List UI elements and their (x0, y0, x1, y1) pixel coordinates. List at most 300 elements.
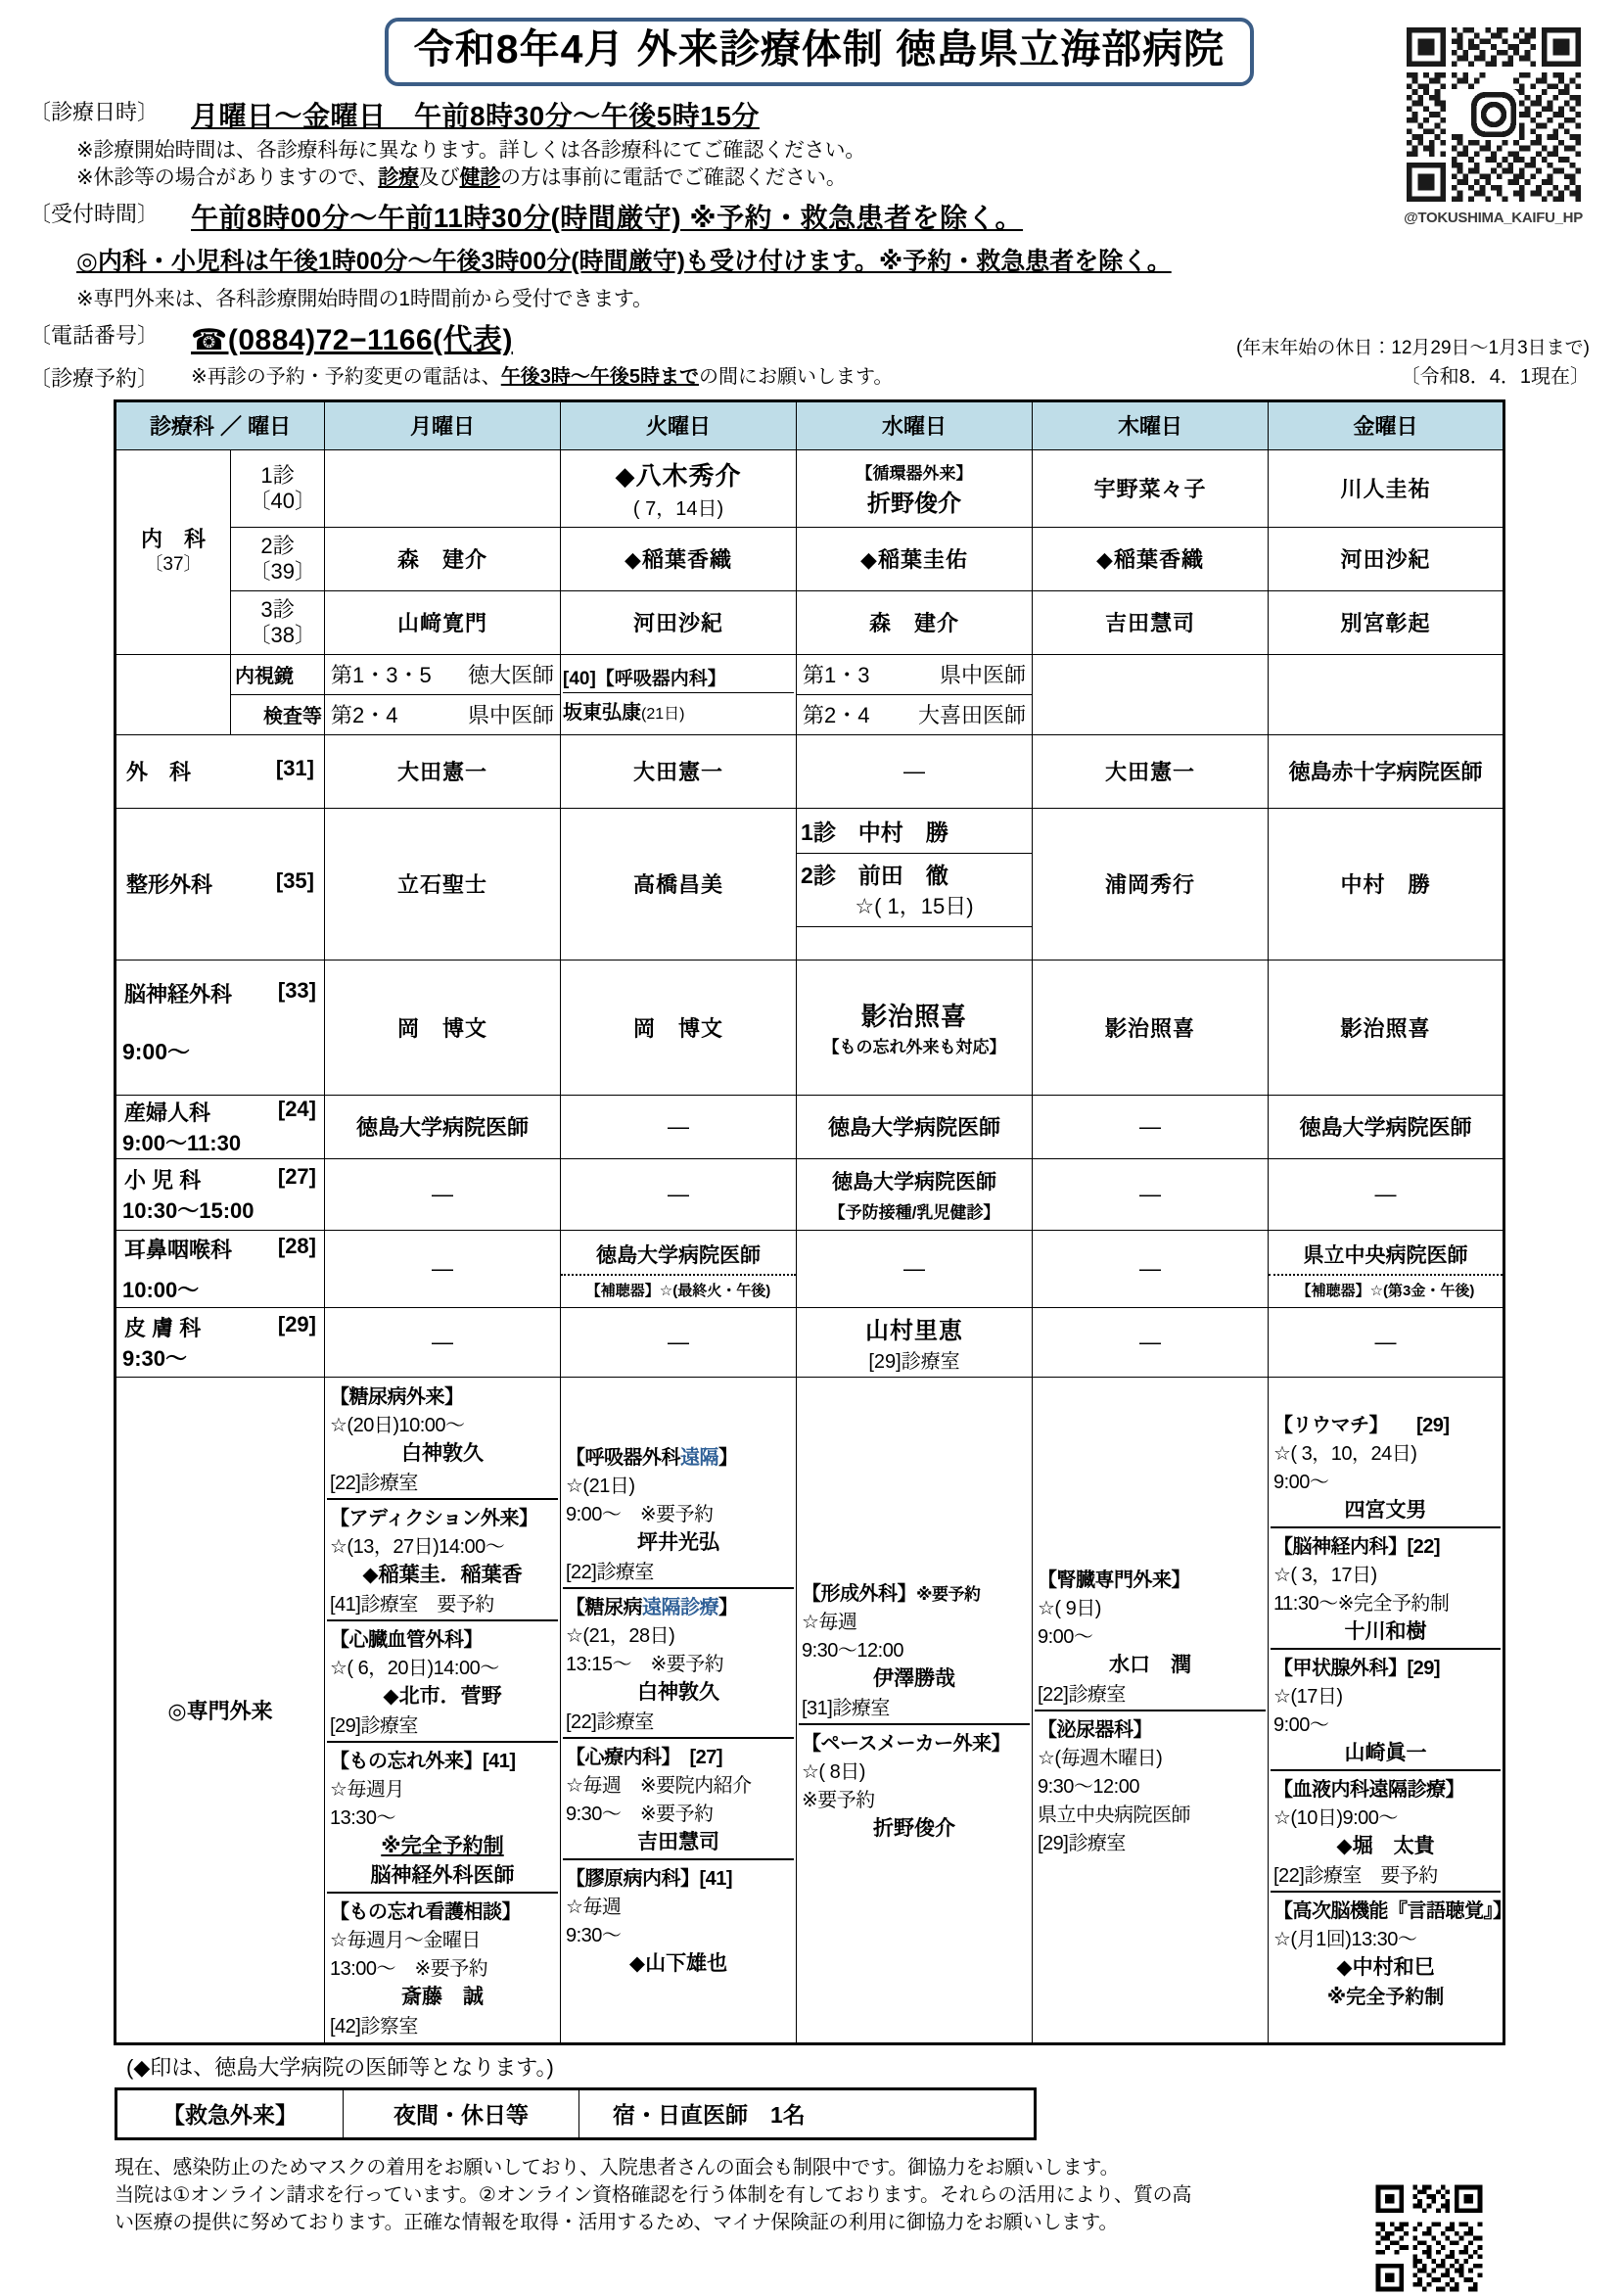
page-title: 令和8年4月 外来診療体制 徳島県立海部病院 (385, 18, 1254, 86)
col-header-thursday: 木曜日 (1033, 400, 1269, 449)
sanfujinka-thu: — (1033, 1095, 1269, 1158)
instagram-logo-icon (1468, 89, 1519, 140)
sanfujinka-tue: — (561, 1095, 797, 1158)
hours-value: 月曜日〜金曜日 午前8時30分〜午後5時15分 (191, 100, 760, 131)
dept-hifuka-num: [29] (277, 1311, 316, 1336)
specialty-entry-doctor: 十川和樹 (1344, 1620, 1427, 1644)
telemedicine-tag: 遠隔診療 (642, 1597, 718, 1619)
seikei-wed-line2: 2診 前田 徹 (801, 862, 948, 888)
specialty-entry-friday-1 (1271, 1528, 1501, 1650)
specialty-entry-line-2: 県立中央病院医師 (1038, 1804, 1190, 1826)
specialty-entry-title: 【甲状腺外科】[29] (1273, 1658, 1441, 1680)
geka-wed: — (797, 734, 1033, 808)
emergency-time: 夜間・休日等 (344, 2088, 579, 2138)
specialty-entry-line-1: 13:15〜 ※要予約 (566, 1654, 724, 1676)
col-header-friday: 金曜日 (1269, 400, 1504, 449)
jibi-fri (1269, 1230, 1504, 1307)
header-info (29, 98, 1590, 394)
naika-3-fri: 別宮彰起 (1269, 590, 1504, 654)
hours-note-1: ※診療開始時間は、各診療科毎に異なります。詳しくは各診療科にてご確認ください。 (76, 139, 866, 163)
specialty-label: ◎専門外来 (115, 1377, 324, 2043)
jibi-tue-tag: 【補聴器】☆(最終火・午後) (585, 1282, 771, 1299)
specialty-entry-thursday-0 (1035, 1562, 1266, 1711)
dept-naika (115, 449, 230, 654)
specialty-entry-line-0: ☆( 8日) (802, 1760, 865, 1783)
dept-jibi-time: 10:00〜 (121, 1277, 200, 1302)
endoscopy-tue-2-sub: (21日) (641, 706, 685, 724)
booking-row (29, 364, 1590, 393)
reception-label: 〔受付時間〕 (29, 201, 160, 226)
naika-2-wed: ◆稲葉圭佑 (797, 527, 1033, 590)
reception-row (29, 200, 1590, 236)
specialty-entry-doctor: 水口 潤 (1109, 1653, 1191, 1676)
dept-shonika-name: 小 児 科 (123, 1167, 202, 1193)
reception-value-2: ◎内科・小児科は午後1時00分〜午後3時00分(時間厳守)も受け付けます。※予約・救急患者を除く。 (76, 248, 1172, 276)
col-header-dept: 診療科 ／ 曜日 (115, 400, 324, 449)
endoscopy-label-1: 内視鏡 (230, 654, 324, 694)
specialty-entry-room: [22]診療室 (566, 1562, 654, 1584)
specialty-entry-room: [22]診療室 要予約 (1273, 1865, 1438, 1888)
specialty-entry-wednesday-0 (799, 1575, 1030, 1725)
hours-row (29, 98, 1590, 134)
seikei-tue: 高橋昌美 (561, 808, 797, 960)
endoscopy-tue-1: [40]【呼吸器内科】 (563, 664, 794, 693)
naika-1-sub-label: 1診 (260, 463, 295, 489)
seikei-wed (797, 808, 1033, 960)
table-row-jibi (115, 1230, 1503, 1307)
endoscopy-blank (115, 654, 230, 734)
specialty-entry-doctor: ◆堀 太貴 (1336, 1835, 1435, 1858)
specialty-entry-doctor: 吉田慧司 (637, 1831, 719, 1854)
booking-a: ※再診の予約・予約変更の電話は、 (191, 366, 501, 389)
table-row-shonika (115, 1158, 1503, 1230)
dept-sanfujinka-name: 産婦人科 (123, 1100, 210, 1125)
endoscopy-mon-1-b: 徳大医師 (467, 663, 554, 688)
naika-2-sub-num: 〔39〕 (249, 558, 316, 584)
specialty-entry-doctor: 白神敦久 (637, 1681, 719, 1705)
dept-hifuka (115, 1307, 324, 1377)
col-header-tuesday: 火曜日 (561, 400, 797, 449)
specialty-entry-tuesday-2 (563, 1739, 794, 1860)
dept-hifuka-name: 皮 膚 科 (123, 1315, 202, 1340)
specialty-entry-title: 【呼吸器外科遠隔】 (566, 1447, 738, 1470)
specialty-entry-room: [22]診療室 (330, 1472, 418, 1494)
title-container (29, 18, 1590, 86)
tel-row (29, 321, 1590, 360)
footer-note-line-2: 当院は①オンライン請求を行っています。②オンライン資格確認を行う体制を有しております。それらの活用により、質の高 (115, 2183, 1192, 2206)
hours-label: 〔診療日時〕 (29, 99, 160, 124)
table-header-row (115, 400, 1503, 449)
dept-noshinkei (115, 960, 324, 1095)
specialty-entry-line-1: 9:30〜12:00 (1038, 1775, 1139, 1798)
specialty-entry-doctor: 白神敦久 (401, 1441, 484, 1465)
naika-1-fri: 川人圭祐 (1269, 449, 1504, 527)
table-row-seikei (115, 808, 1503, 960)
specialty-entry-line-1: 13:30〜 (330, 1806, 396, 1829)
specialty-entry-line-1: 9:30〜 (566, 1925, 622, 1947)
dept-noshinkei-num: [33] (277, 977, 316, 1003)
specialty-entry-doctor: 山崎眞一 (1344, 1742, 1427, 1765)
specialty-entry-tuesday-0 (563, 1439, 794, 1589)
specialty-entry-line-1: ※要予約 (802, 1789, 875, 1811)
naika-2-mon: 森 建介 (325, 527, 561, 590)
specialty-entry-reservation-note-2: ※完全予約制 (1326, 1987, 1445, 2009)
booking-c: の間にお願いします。 (699, 366, 894, 389)
noshinkei-wed-tag: 【もの忘れ外来も対応】 (822, 1038, 1006, 1057)
specialty-entry-line-1: 9:30〜 ※要予約 (566, 1804, 714, 1826)
outpatient-schedule-table (114, 399, 1512, 2045)
seikei-thu: 浦岡秀行 (1033, 808, 1269, 960)
noshinkei-thu: 影治照喜 (1033, 960, 1269, 1095)
tel-value: ☎(0884)72−1166(代表) (191, 324, 514, 357)
specialty-entry-line-0: ☆(10日)9:00〜 (1273, 1807, 1398, 1830)
jibi-wed: — (797, 1230, 1033, 1307)
naika-3-wed: 森 建介 (797, 590, 1033, 654)
tel-label: 〔電話番号〕 (29, 323, 160, 349)
dept-jibi (115, 1230, 324, 1307)
dept-seikei-name: 整形外科 (125, 872, 212, 898)
specialty-entry-line-0: ☆(17日) (1273, 1686, 1343, 1709)
dept-shonika (115, 1158, 324, 1230)
naika-2-sub (230, 527, 324, 590)
endoscopy-thu (1033, 654, 1269, 734)
specialty-entry-line-0: ☆(20日)10:00〜 (330, 1414, 465, 1436)
note2-shinryo: 診療 (378, 166, 419, 190)
dept-hifuka-time: 9:30〜 (121, 1345, 188, 1371)
seikei-mon: 立石聖士 (325, 808, 561, 960)
endoscopy-wed-2-a: 第2・4 (803, 703, 870, 728)
document-footer (115, 2051, 1504, 2237)
sanfujinka-mon: 徳島大学病院医師 (325, 1095, 561, 1158)
hifuka-fri: — (1269, 1307, 1504, 1377)
table-row-sanfujinka (115, 1095, 1503, 1158)
noshinkei-mon: 岡 博文 (325, 960, 561, 1095)
specialty-entry-title: 【ペースメーカー外来】 (802, 1732, 1011, 1755)
specialty-thursday-cell (1033, 1377, 1269, 2043)
dept-noshinkei-time: 9:00〜 (121, 1038, 191, 1064)
specialty-entry-line-1: 11:30〜※完全予約制 (1273, 1593, 1450, 1616)
emergency-label: 【救急外来】 (116, 2088, 344, 2138)
endoscopy-fri (1269, 654, 1504, 734)
note2-e: の方は事前に電話でご確認ください。 (500, 166, 847, 190)
specialty-entry-room: [22]診療室 (566, 1711, 654, 1734)
endoscopy-mon-2-b: 県中医師 (467, 703, 554, 728)
specialty-entry-doctor: 伊澤勝哉 (873, 1666, 955, 1690)
specialty-entry-doctor: ◆北市．菅野 (383, 1684, 502, 1708)
table-row-naika-1 (115, 449, 1503, 527)
hours-note-2 (76, 164, 1590, 192)
specialty-entry-doctor: 四宮文男 (1344, 1499, 1427, 1523)
dept-sanfujinka (115, 1095, 324, 1158)
endoscopy-wed-1-a: 第1・3 (803, 663, 870, 688)
specialty-entry-room: [22]診療室 (1038, 1683, 1126, 1706)
specialty-entry-line-0: ☆( 3，17日) (1273, 1565, 1377, 1587)
dept-geka (115, 734, 324, 808)
diamond-legend: (◆印は、徳島大学病院の医師等となります。) (126, 2054, 554, 2080)
geka-mon: 大田憲一 (325, 734, 561, 808)
specialty-entry-room: [29]診療室 (330, 1714, 418, 1737)
specialty-entry-title: 【心療内科】 [27] (566, 1747, 723, 1769)
naika-2-sub-label: 2診 (260, 534, 295, 559)
naika-1-wed-tag: 【循環器外来】 (856, 463, 973, 483)
jibi-fri-name: 県立中央病院医師 (1269, 1236, 1503, 1276)
naika-1-tue-name: ◆八木秀介 (615, 460, 742, 491)
hifuka-wed-name: 山村里恵 (865, 1317, 963, 1344)
booking-note (191, 364, 893, 391)
dept-naika-name: 内 科 (140, 526, 206, 551)
footer-notes (115, 2154, 1240, 2237)
specialty-entry-room: [42]診察室 (330, 2015, 418, 2038)
geka-thu: 大田憲一 (1033, 734, 1269, 808)
noshinkei-fri: 影治照喜 (1269, 960, 1504, 1095)
table-row-naika-3 (115, 590, 1503, 654)
dept-sanfujinka-num: [24] (277, 1096, 316, 1121)
specialty-entry-title: 【腎臓専門外来】 (1038, 1569, 1190, 1591)
endoscopy-mon-1 (325, 654, 561, 694)
table-row-naika-2 (115, 527, 1503, 590)
naika-3-mon: 山﨑寛門 (325, 590, 561, 654)
shonika-wed-tag: 【予防接種/乳児健診】 (828, 1202, 1000, 1222)
sanfujinka-fri: 徳島大学病院医師 (1269, 1095, 1504, 1158)
seikei-wed-line1: 1診 中村 勝 (797, 809, 1032, 854)
noshinkei-tue: 岡 博文 (561, 960, 797, 1095)
specialty-entry-tuesday-1 (563, 1589, 794, 1739)
seikei-wed-line3: ☆( 1，15日) (855, 893, 974, 918)
endoscopy-wed-1 (797, 654, 1033, 694)
reception-value-2-wrap (76, 246, 1590, 278)
specialty-entry-friday-3 (1271, 1771, 1501, 1893)
hifuka-wed-room: [29]診療室 (868, 1350, 960, 1373)
specialty-entry-line-0: ☆毎週 (566, 1897, 622, 1919)
specialty-entry-tuesday-3 (563, 1860, 794, 1980)
reception-value: 午前8時00分〜午前11時30分(時間厳守) ※予約・救急患者を除く。 (191, 202, 1024, 233)
specialty-entry-doctor: ◆稲葉圭．稲葉香 (362, 1563, 523, 1586)
specialty-entry-line-1: 9:00〜 (1038, 1625, 1093, 1648)
shonika-wed-name: 徳島大学病院医師 (832, 1170, 996, 1194)
table-row-geka (115, 734, 1503, 808)
specialty-friday-cell (1269, 1377, 1512, 2043)
specialty-entry-title: 【血液内科遠隔診療】 (1273, 1779, 1464, 1802)
specialty-entry-line-0: ☆( 6，20日)14:00〜 (330, 1657, 499, 1679)
specialty-entry-room: [41]診療室 要予約 (330, 1593, 494, 1616)
instagram-qr-block (1393, 22, 1594, 226)
specialty-entry-line-0: ☆(21，28日) (566, 1625, 675, 1648)
note2-kenshin: 健診 (459, 166, 501, 190)
geka-tue: 大田憲一 (561, 734, 797, 808)
instagram-qr-code (1401, 22, 1587, 208)
table-row-specialty (115, 1377, 1503, 2043)
specialty-entry-monday-1 (327, 1500, 558, 1621)
jibi-fri-tag: 【補聴器】☆(第3金・午後) (1296, 1282, 1475, 1299)
footer-note-line-1: 現在、感染防止のためマスクの着用をお願いしており、入院患者さんの面会も制限中です。御協力をお願いします。 (115, 2156, 1120, 2179)
endoscopy-mon-2 (325, 694, 561, 734)
dept-geka-num: [31] (275, 756, 314, 781)
dept-seikei-num: [35] (275, 868, 314, 894)
hifuka-wed (797, 1307, 1033, 1377)
specialty-entry-title: 【アディクション外来】 (330, 1507, 538, 1529)
endoscopy-wed-2-b: 大喜田医師 (917, 703, 1026, 728)
specialty-entry-title: 【もの忘れ外来】[41] (330, 1750, 516, 1772)
endoscopy-label-2: 検査等 (230, 694, 324, 734)
specialty-entry-reservation-note: ※完全予約制 (381, 1834, 504, 1857)
qr-caption: @TOKUSHIMA_KAIFU_HP (1404, 210, 1583, 226)
dept-geka-name: 外 科 (125, 760, 191, 785)
specialty-entry-line-1: 9:00〜 (1273, 1472, 1329, 1494)
endoscopy-mon-2-a: 第2・4 (331, 703, 398, 728)
shonika-fri: — (1269, 1158, 1504, 1230)
specialty-entry-line-1: 9:00〜 (1273, 1714, 1329, 1737)
naika-1-sub-num: 〔40〕 (249, 488, 316, 513)
specialty-entry-title: 【形成外科】※要予約 (802, 1582, 981, 1605)
jibi-tue (561, 1230, 797, 1307)
reception-note: ※専門外来は、各科診療開始時間の1時間前から受付できます。 (76, 288, 653, 311)
dept-sanfujinka-time: 9:00〜11:30 (121, 1130, 242, 1155)
hifuka-tue: — (561, 1307, 797, 1377)
footer-note-line-3: い医療の提供に努めております。正確な情報を取得・活用するため、マイナ保険証の利用に御協力をお願いします。 (115, 2212, 1119, 2234)
dept-naika-num: 〔37〕 (144, 554, 203, 576)
naika-2-fri: 河田沙紀 (1269, 527, 1504, 590)
naika-1-tue-sub: ( 7，14日) (632, 497, 724, 520)
naika-1-tue (561, 449, 797, 527)
specialty-entry-title: 【もの忘れ看護相談】 (330, 1900, 521, 1923)
specialty-entry-title: 【糖尿病外来】 (330, 1385, 464, 1408)
sanfujinka-wed: 徳島大学病院医師 (797, 1095, 1033, 1158)
specialty-entry-line-0: ☆(13，27日)14:00〜 (330, 1535, 505, 1558)
specialty-entry-title: 【リウマチ】 [29] (1273, 1415, 1450, 1437)
endoscopy-tue (561, 654, 797, 734)
specialty-entry-room: [31]診療室 (802, 1697, 890, 1719)
specialty-entry-title: 【膠原病内科】[41] (566, 1868, 733, 1891)
jibi-mon: — (325, 1230, 561, 1307)
dept-jibi-num: [28] (277, 1233, 316, 1258)
naika-1-wed-name: 折野俊介 (867, 490, 961, 517)
document-header (0, 0, 1619, 394)
shonika-tue: — (561, 1158, 797, 1230)
noshinkei-wed (797, 960, 1033, 1095)
endoscopy-tue-2-name: 坂東弘康 (563, 702, 641, 725)
specialty-monday-cell (325, 1377, 561, 2043)
specialty-entry-title: 【泌尿器科】 (1038, 1718, 1152, 1741)
emergency-row (116, 2088, 1036, 2138)
specialty-entry-doctor: ◆中村和巳 (1336, 1956, 1435, 1980)
specialty-entry-line-0: ☆毎週 (802, 1611, 857, 1633)
endoscopy-mon-1-a: 第1・3・5 (331, 663, 432, 688)
table-row-noshinkei (115, 960, 1503, 1095)
as-of-date: 〔令和8．4．1現在〕 (1400, 366, 1590, 389)
dept-shonika-num: [27] (277, 1163, 316, 1189)
naika-1-mon (325, 449, 561, 527)
booking-b: 午後3時〜午後5時まで (500, 366, 700, 389)
naika-1-wed (797, 449, 1033, 527)
naika-1-sub (230, 449, 324, 527)
naika-3-sub-num: 〔38〕 (249, 622, 316, 647)
naika-2-tue: ◆稲葉香織 (561, 527, 797, 590)
specialty-entry-thursday-1 (1035, 1711, 1266, 1858)
seikei-fri: 中村 勝 (1269, 808, 1504, 960)
naika-1-thu: 宇野菜々子 (1033, 449, 1269, 527)
geka-fri: 徳島赤十字病院医師 (1269, 734, 1504, 808)
specialty-entry-line-1: 9:00〜 ※要予約 (566, 1504, 714, 1526)
dept-shonika-time: 10:30〜15:00 (121, 1197, 254, 1223)
specialty-entry-line-0: ☆(21日) (566, 1476, 635, 1498)
naika-3-sub (230, 590, 324, 654)
specialty-entry-doctor: 斎藤 誠 (401, 1985, 484, 2008)
jibi-tue-name: 徳島大学病院医師 (561, 1236, 796, 1276)
dept-noshinkei-name: 脳神経外科 (123, 981, 232, 1007)
specialty-entry-line-0: ☆( 9日) (1038, 1597, 1101, 1619)
note2-c: 及び (418, 166, 460, 190)
specialty-tuesday-cell (561, 1377, 797, 2043)
specialty-entry-title: 【脳神経内科】[22] (1273, 1536, 1441, 1559)
specialty-entry-room: [29]診療室 (1038, 1832, 1126, 1854)
col-header-wednesday: 水曜日 (797, 400, 1033, 449)
specialty-wednesday-cell (797, 1377, 1033, 2043)
specialty-entry-monday-4 (327, 1894, 558, 2041)
specialty-entry-line-0: ☆毎週 ※要院内紹介 (566, 1775, 752, 1798)
specialty-entry-line-0: ☆(月1回)13:30〜 (1273, 1929, 1417, 1951)
newyear-holiday-note: (年末年始の休日：12月29日〜1月3日まで) (1235, 338, 1590, 359)
specialty-entry-line-1: 9:30〜12:00 (802, 1639, 903, 1662)
naika-3-thu: 吉田慧司 (1033, 590, 1269, 654)
specialty-entry-friday-4 (1271, 1893, 1512, 2012)
table-row-endoscopy-1 (115, 654, 1503, 694)
booking-label: 〔診療予約〕 (29, 366, 160, 392)
specialty-entry-title: 【高次脳機能『言語聴覚』】 (1273, 1900, 1512, 1923)
hifuka-mon: — (325, 1307, 561, 1377)
emergency-staff: 宿・日直医師 1名 (579, 2088, 1036, 2138)
specialty-entry-title: 【心臓血管外科】 (330, 1628, 483, 1651)
specialty-entry-doctor: 坪井光弘 (637, 1531, 719, 1555)
dept-seikei (115, 808, 324, 960)
endoscopy-wed-2 (797, 694, 1033, 734)
naika-3-tue: 河田沙紀 (561, 590, 797, 654)
specialty-entry-friday-0 (1271, 1407, 1501, 1528)
endoscopy-tue-2 (563, 693, 794, 725)
emergency-table (115, 2087, 1037, 2140)
specialty-entry-monday-2 (327, 1621, 558, 1743)
footer-qr-code (1371, 2180, 1487, 2296)
specialty-entry-line-0: ☆毎週月〜金曜日 (330, 1929, 481, 1951)
dept-jibi-name: 耳鼻咽喉科 (123, 1237, 232, 1262)
noshinkei-wed-name: 影治照喜 (860, 1002, 967, 1032)
specialty-entry-title: 【糖尿病遠隔診療】 (566, 1597, 738, 1619)
specialty-entry-line-0: ☆毎週月 (330, 1778, 404, 1801)
table-row-hifuka (115, 1307, 1503, 1377)
col-header-monday: 月曜日 (325, 400, 561, 449)
requires-reservation-note: ※要予約 (916, 1584, 981, 1604)
naika-2-thu: ◆稲葉香織 (1033, 527, 1269, 590)
specialty-entry-doctor: 脳神経外科医師 (370, 1863, 515, 1887)
specialty-entry-monday-3 (327, 1743, 558, 1894)
endoscopy-wed-1-b: 県中医師 (939, 663, 1026, 688)
telemedicine-tag: 遠隔 (680, 1447, 718, 1470)
specialty-entry-line-0: ☆( 3，10，24日) (1273, 1443, 1417, 1466)
specialty-entry-monday-0 (327, 1379, 558, 1500)
specialty-entry-friday-2 (1271, 1650, 1501, 1771)
naika-3-sub-label: 3診 (260, 597, 295, 623)
hifuka-thu: — (1033, 1307, 1269, 1377)
specialty-entry-wednesday-1 (799, 1725, 1030, 1845)
specialty-entry-doctor: 折野俊介 (873, 1816, 955, 1840)
specialty-entry-doctor: ◆山下雄也 (628, 1952, 728, 1976)
note2-a: ※休診等の場合がありますので、 (76, 166, 379, 190)
specialty-entry-line-1: 13:00〜 ※要予約 (330, 1957, 488, 1980)
specialty-entry-line-0: ☆(毎週木曜日) (1038, 1747, 1163, 1769)
jibi-thu: — (1033, 1230, 1269, 1307)
shonika-wed (797, 1158, 1033, 1230)
shonika-mon: — (325, 1158, 561, 1230)
shonika-thu: — (1033, 1158, 1269, 1230)
